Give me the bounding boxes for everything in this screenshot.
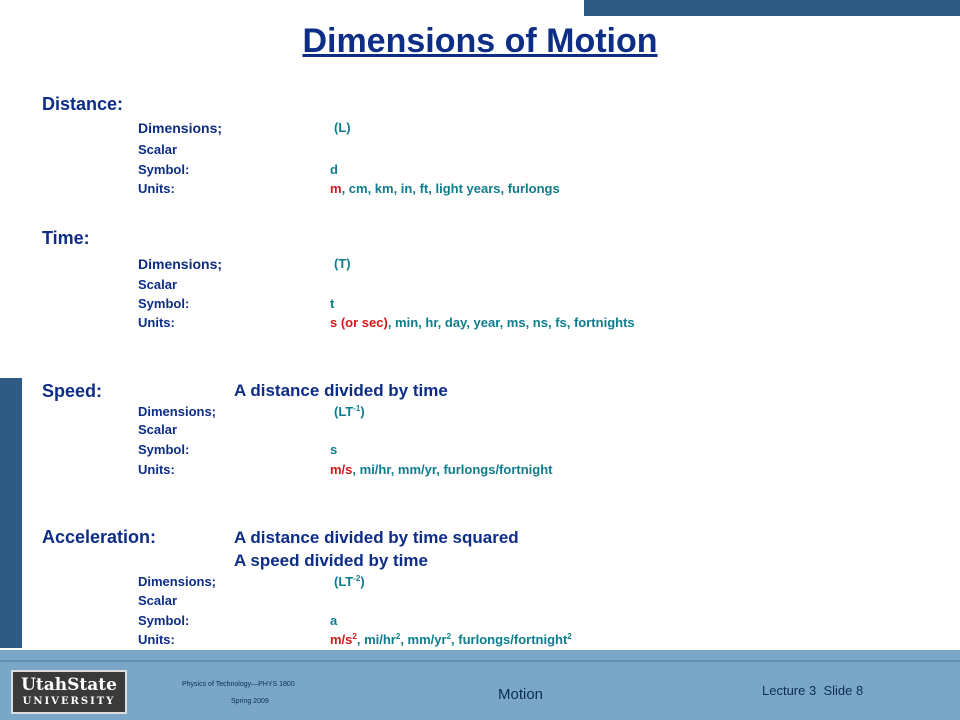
acceleration-units-part-1-exponent: 2 [395,632,401,641]
acceleration-units-part-3: , furlongs/fortnight [451,632,568,647]
header-accent-bar [584,0,960,16]
acceleration-units-label: Units: [138,632,175,647]
lecture-number: 3 [809,683,817,698]
distance-units-rest: , cm, km, in, ft, light years, furlongs [341,181,560,196]
acceleration-heading: Acceleration: [42,527,157,547]
university-logo [11,670,127,714]
time-dimensions-value: (T) [334,256,351,271]
time-units-rest: , min, hr, day, year, ms, ns, fs, fortnights [387,315,635,330]
acceleration-units-part-3-exponent: 2 [567,632,572,641]
time-symbol-value: t [330,296,335,311]
slide-label: Slide [823,683,853,698]
time-heading: Time: [42,228,90,248]
speed-dimensions-base: (LT [334,404,354,419]
distance-symbol-label: Symbol: [138,162,190,177]
acceleration-symbol-value: a [330,613,338,628]
speed-dimensions-label: Dimensions; [138,404,217,419]
acceleration-units-highlight-exponent: 2 [352,632,357,641]
distance-units-highlight: m [330,181,342,196]
speed-dimensions-close: ) [360,404,365,419]
footer-course: Physics of Technology—PHYS 1800 [182,681,295,688]
speed-symbol-label: Symbol: [138,442,190,457]
acceleration-dimensions-close: ) [360,574,365,589]
time-dimensions-label: Dimensions; [138,256,223,272]
acceleration-units-value [330,632,572,647]
speed-units-value [330,462,552,477]
speed-symbol-value: s [330,442,338,457]
acceleration-dimensions-value [334,574,365,589]
speed-dimensions-exponent: -1 [353,404,361,413]
speed-description: A distance divided by time [234,381,448,400]
logo-line-2: UNIVERSITY [22,696,116,707]
time-units-value [330,315,635,330]
acceleration-description-2: A speed divided by time [234,551,428,570]
footer-lecture-slide [762,683,863,698]
distance-dimensions-label: Dimensions; [138,120,223,136]
acceleration-units-part-1: , mi/hr [356,632,396,647]
distance-symbol-value: d [330,162,338,177]
acceleration-units-part-2-exponent: 2 [446,632,452,641]
acceleration-units-highlight-base: m/s [330,632,353,647]
lecture-label: Lecture [762,683,806,698]
acceleration-dimensions-exponent: -2 [353,574,361,583]
distance-units-label: Units: [138,181,175,196]
acceleration-description-1: A distance divided by time squared [234,528,519,547]
speed-units-rest: , mi/hr, mm/yr, furlongs/fortnight [352,462,553,477]
speed-dimensions-value [334,404,365,419]
acceleration-scalar: Scalar [138,593,178,608]
side-accent-bar [0,378,22,648]
speed-heading: Speed: [42,381,103,401]
slide-title: Dimensions of Motion [302,22,658,60]
acceleration-dimensions-base: (LT [334,574,354,589]
time-symbol-label: Symbol: [138,296,190,311]
distance-heading: Distance: [42,94,124,114]
speed-units-label: Units: [138,462,175,477]
acceleration-symbol-label: Symbol: [138,613,190,628]
time-scalar: Scalar [138,277,178,292]
distance-dimensions-value: (L) [334,120,351,135]
distance-units-value [330,181,560,196]
acceleration-dimensions-label: Dimensions; [138,574,217,589]
speed-units-highlight: m/s [330,462,353,477]
slide-number: 8 [856,683,864,698]
footer-topic: Motion [498,686,544,703]
time-units-label: Units: [138,315,175,330]
speed-scalar: Scalar [138,422,178,437]
footer-divider [0,660,960,662]
footer-term: Spring 2009 [231,698,269,705]
time-units-highlight: s (or sec) [330,315,388,330]
logo-line-1: UtahState [21,675,117,695]
acceleration-units-highlight [330,632,357,647]
distance-scalar: Scalar [138,142,178,157]
acceleration-units-part-2: , mm/yr [400,632,447,647]
